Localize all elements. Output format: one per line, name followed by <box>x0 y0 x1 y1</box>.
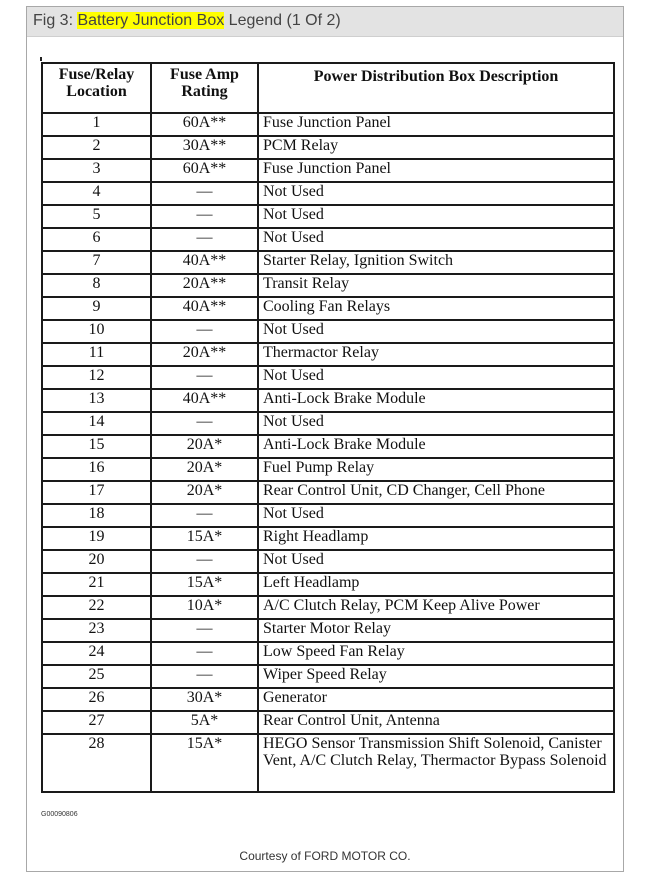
cell-location: 20 <box>42 550 151 573</box>
table-row <box>42 665 614 688</box>
cell-amp-rating: — <box>151 228 258 251</box>
table-row <box>42 435 614 458</box>
cell-amp-rating: — <box>151 205 258 228</box>
cell-description: Fuse Junction Panel <box>258 159 614 182</box>
column-header-location-line1: Fuse/Relay <box>58 66 135 83</box>
table-row <box>42 320 614 343</box>
cell-amp-rating: — <box>151 366 258 389</box>
table-row <box>42 596 614 619</box>
table-row <box>42 228 614 251</box>
cell-location: 2 <box>42 136 151 159</box>
cell-amp-rating: — <box>151 665 258 688</box>
cell-description: Starter Relay, Ignition Switch <box>258 251 614 274</box>
table-row <box>42 343 614 366</box>
table-row <box>42 113 614 136</box>
cell-amp-rating: 40A** <box>151 297 258 320</box>
cell-amp-rating: 20A** <box>151 274 258 297</box>
cell-description: Low Speed Fan Relay <box>258 642 614 665</box>
cell-amp-rating: — <box>151 182 258 205</box>
cell-amp-rating: 60A** <box>151 113 258 136</box>
table-row <box>42 159 614 182</box>
cell-amp-rating: — <box>151 504 258 527</box>
cell-location: 11 <box>42 343 151 366</box>
table-row <box>42 550 614 573</box>
cell-location: 13 <box>42 389 151 412</box>
cell-location: 24 <box>42 642 151 665</box>
figure-frame <box>26 6 624 872</box>
cell-description: A/C Clutch Relay, PCM Keep Alive Power <box>258 596 614 619</box>
cell-amp-rating: 20A* <box>151 435 258 458</box>
cell-amp-rating: — <box>151 619 258 642</box>
cell-description: Rear Control Unit, CD Changer, Cell Phone <box>258 481 614 504</box>
cell-location: 21 <box>42 573 151 596</box>
cell-description: Left Headlamp <box>258 573 614 596</box>
cell-location: 10 <box>42 320 151 343</box>
cell-location: 28 <box>42 734 151 792</box>
column-header-amp-line1: Fuse Amp <box>170 66 239 83</box>
cell-description: PCM Relay <box>258 136 614 159</box>
cell-amp-rating: — <box>151 550 258 573</box>
table-row <box>42 642 614 665</box>
cell-location: 22 <box>42 596 151 619</box>
cell-location: 7 <box>42 251 151 274</box>
table-header-row <box>42 63 614 113</box>
cell-location: 6 <box>42 228 151 251</box>
cell-amp-rating: 60A** <box>151 159 258 182</box>
table-row <box>42 182 614 205</box>
figure-code: G00090806 <box>41 811 78 818</box>
column-header-amp-line2: Rating <box>181 83 228 100</box>
table-row <box>42 136 614 159</box>
cell-amp-rating: — <box>151 320 258 343</box>
cell-description: Not Used <box>258 228 614 251</box>
cell-location: 5 <box>42 205 151 228</box>
table-body <box>42 113 614 792</box>
column-header-description <box>258 63 614 113</box>
cell-amp-rating: — <box>151 412 258 435</box>
cell-amp-rating: — <box>151 642 258 665</box>
column-header-location-line2: Location <box>66 83 127 100</box>
cell-location: 9 <box>42 297 151 320</box>
cell-location: 26 <box>42 688 151 711</box>
corner-tick-mark <box>40 57 42 61</box>
cell-amp-rating: 15A* <box>151 734 258 792</box>
cell-location: 25 <box>42 665 151 688</box>
cell-amp-rating: 15A* <box>151 573 258 596</box>
cell-description: Rear Control Unit, Antenna <box>258 711 614 734</box>
cell-description: Not Used <box>258 504 614 527</box>
cell-location: 27 <box>42 711 151 734</box>
cell-description: Not Used <box>258 320 614 343</box>
cell-description: Anti-Lock Brake Module <box>258 435 614 458</box>
figure-title-bar <box>27 7 623 37</box>
cell-description: Not Used <box>258 366 614 389</box>
cell-description: Thermactor Relay <box>258 343 614 366</box>
table-row <box>42 734 614 792</box>
table-row <box>42 297 614 320</box>
cell-description: Not Used <box>258 550 614 573</box>
cell-amp-rating: 40A** <box>151 251 258 274</box>
cell-description: Fuel Pump Relay <box>258 458 614 481</box>
cell-location: 17 <box>42 481 151 504</box>
table-row <box>42 412 614 435</box>
cell-location: 8 <box>42 274 151 297</box>
cell-location: 14 <box>42 412 151 435</box>
cell-description: Not Used <box>258 182 614 205</box>
cell-description: Cooling Fan Relays <box>258 297 614 320</box>
table-row <box>42 251 614 274</box>
table-row <box>42 619 614 642</box>
cell-amp-rating: 40A** <box>151 389 258 412</box>
table-row <box>42 504 614 527</box>
cell-description: Starter Motor Relay <box>258 619 614 642</box>
cell-amp-rating: 30A* <box>151 688 258 711</box>
cell-amp-rating: 10A* <box>151 596 258 619</box>
cell-location: 1 <box>42 113 151 136</box>
cell-description: Wiper Speed Relay <box>258 665 614 688</box>
table-row <box>42 688 614 711</box>
table-row <box>42 458 614 481</box>
cell-amp-rating: 5A* <box>151 711 258 734</box>
cell-description: Transit Relay <box>258 274 614 297</box>
table-row <box>42 274 614 297</box>
cell-location: 15 <box>42 435 151 458</box>
cell-description: Anti-Lock Brake Module <box>258 389 614 412</box>
column-header-amp <box>151 63 258 113</box>
table-row <box>42 389 614 412</box>
title-suffix: Legend (1 Of 2) <box>224 12 341 29</box>
cell-description: Not Used <box>258 412 614 435</box>
table-row <box>42 366 614 389</box>
cell-location: 4 <box>42 182 151 205</box>
table-row <box>42 481 614 504</box>
table-row <box>42 527 614 550</box>
cell-location: 18 <box>42 504 151 527</box>
cell-location: 23 <box>42 619 151 642</box>
column-header-description-line1: Power Distribution Box Description <box>313 68 559 85</box>
cell-amp-rating: 30A** <box>151 136 258 159</box>
cell-amp-rating: 20A* <box>151 481 258 504</box>
cell-location: 3 <box>42 159 151 182</box>
table-row <box>42 711 614 734</box>
courtesy-credit: Courtesy of FORD MOTOR CO. <box>239 849 411 863</box>
cell-description: HEGO Sensor Transmission Shift Solenoid, Canister Vent, A/C Clutch Relay, Thermactor Bypass Solenoid <box>258 734 614 792</box>
cell-description: Right Headlamp <box>258 527 614 550</box>
column-header-location <box>42 63 151 113</box>
table-row <box>42 573 614 596</box>
cell-location: 16 <box>42 458 151 481</box>
fuse-legend-table <box>41 62 615 793</box>
cell-location: 12 <box>42 366 151 389</box>
cell-description: Generator <box>258 688 614 711</box>
cell-amp-rating: 15A* <box>151 527 258 550</box>
cell-amp-rating: 20A** <box>151 343 258 366</box>
title-highlight: Battery Junction Box <box>77 12 225 29</box>
title-prefix: Fig 3: <box>33 12 78 29</box>
table-row <box>42 205 614 228</box>
cell-description: Fuse Junction Panel <box>258 113 614 136</box>
cell-location: 19 <box>42 527 151 550</box>
figure-title <box>33 12 341 30</box>
cell-amp-rating: 20A* <box>151 458 258 481</box>
cell-description: Not Used <box>258 205 614 228</box>
